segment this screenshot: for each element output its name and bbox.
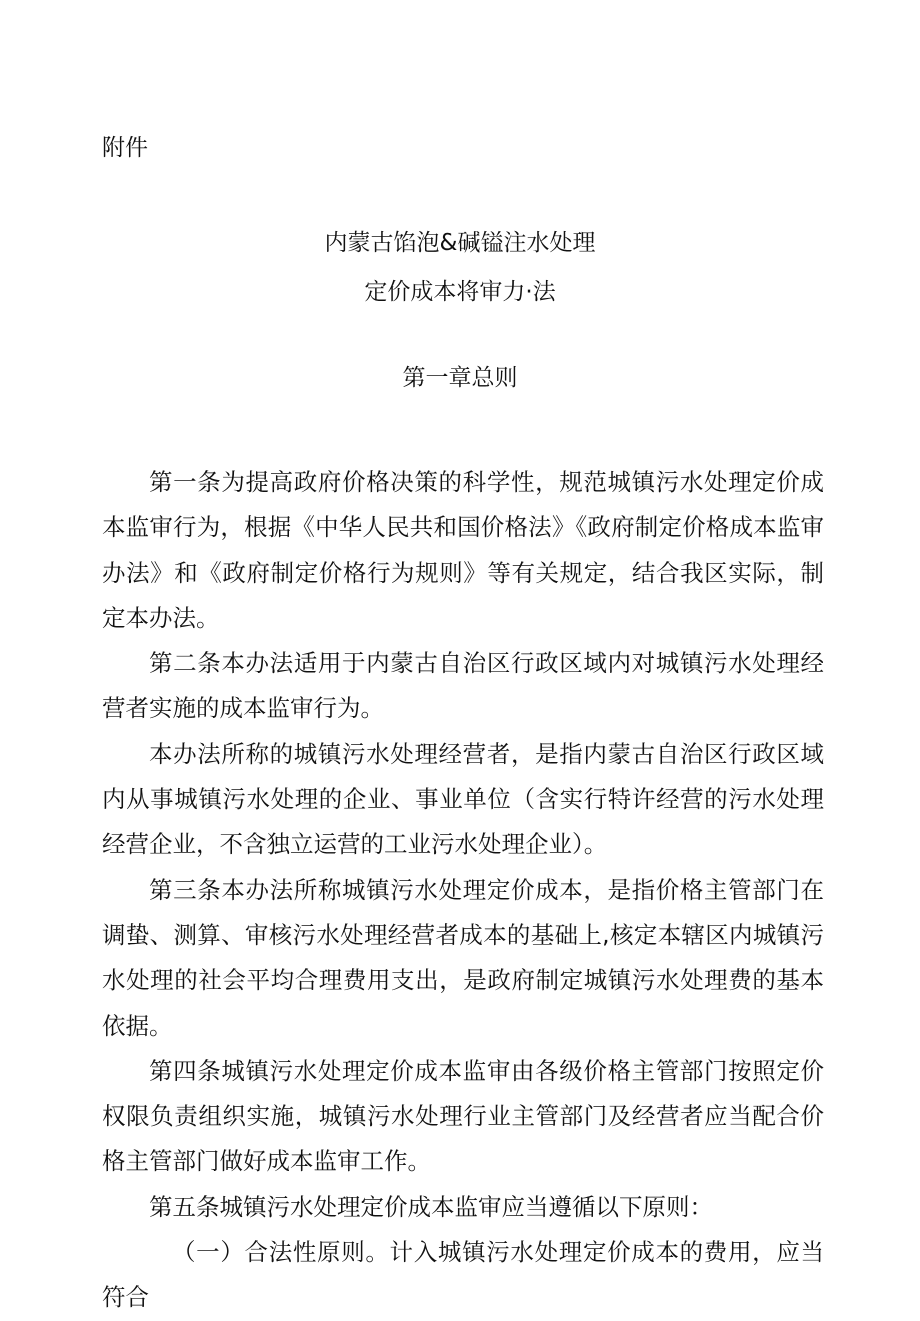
document-title-line2: 定价成本将审力·法 [364, 279, 556, 305]
paragraph-operator-definition: 本办法所称的城镇污水处理经营者，是指内蒙古自治区行政区域内从事城镇污水处理的企业、事业单位（含实行特许经营的污水处理经营企业，不含独立运营的工业污水处理企业）。 [102, 739, 824, 859]
attachment-label: 附件 [102, 135, 148, 161]
document-title-line1: 内蒙古馅泡&碱镒注水处理 [324, 230, 596, 256]
paragraph-article-3: 第三条本办法所称城镇污水处理定价成本，是指价格主管部门在调蛰、测算、审核污水处理经营者成本的基础上,核定本辖区内城镇污水处理的社会平均合理费用支出，是政府制定城镇污水处理费的基本依据。 [102, 875, 824, 1040]
paragraph-article-1: 第一条为提高政府价格决策的科学性，规范城镇污水处理定价成本监审行为，根据《中华人民共和国价格法》《政府制定价格成本监审办法》和《政府制定价格行为规则》等有关规定，结合我区实际，制定本办法。 [102, 468, 824, 632]
paragraph-article-5: 第五条城镇污水处理定价成本监审应当遵循以下原则： [149, 1192, 713, 1221]
paragraph-article-4: 第四条城镇污水处理定价成本监审由各级价格主管部门按照定价权限负责组织实施，城镇污水处理行业主管部门及经营者应当配合价格主管部门做好成本监审工作。 [102, 1056, 824, 1176]
chapter-heading: 第一章总则 [402, 365, 518, 391]
document-body [102, 460, 824, 1321]
paragraph-article-2: 第二条本办法适用于内蒙古自治区行政区域内对城镇污水处理经营者实施的成本监审行为。 [102, 649, 824, 723]
paragraph-principle-1: （一）合法性原则。计入城镇污水处理定价成本的费用，应当符合 [102, 1238, 824, 1312]
